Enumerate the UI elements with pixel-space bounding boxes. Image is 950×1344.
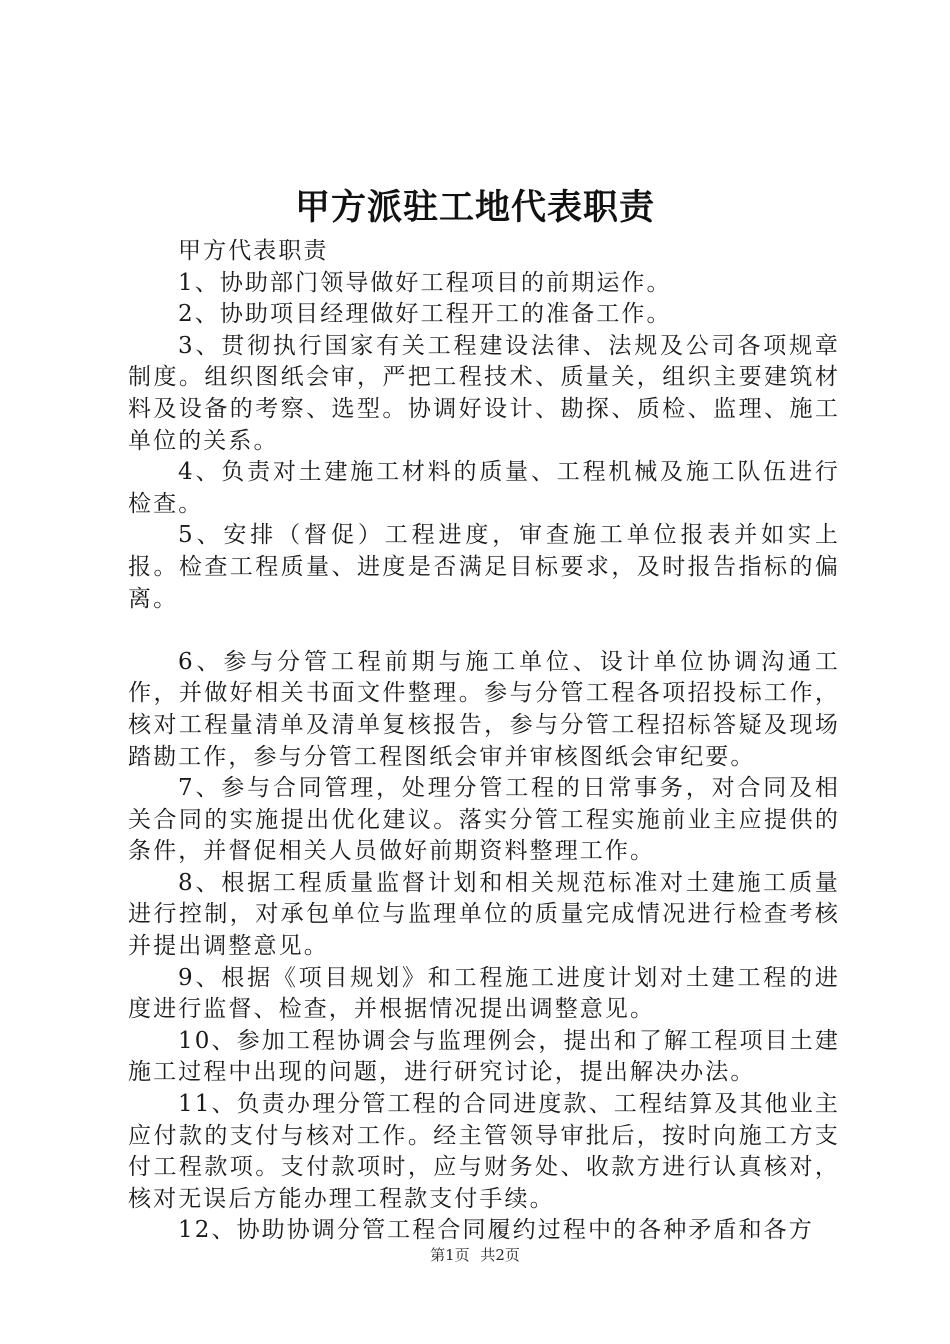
paragraph-item-3: 3、贯彻执行国家有关工程建设法律、法规及公司各项规章制度。组织图纸会审，严把工程技术、质量关，组织主要建筑材料及设备的考察、选型。协调好设计、勘探、质检、监理、施工单位的关系。	[128, 332, 840, 454]
paragraph-item-10: 10、参加工程协调会与监理例会，提出和了解工程项目土建施工过程中出现的问题，进行研究讨论，提出解决办法。	[128, 1027, 840, 1086]
paragraph-item-12: 12、协助协调分管工程合同履约过程中的各种矛盾和各方	[178, 1217, 814, 1244]
page-footer	[0, 1245, 950, 1265]
page-number: 第1页	[430, 1246, 470, 1264]
paragraph-item-4: 4、负责对土建施工材料的质量、工程机械及施工队伍进行检查。	[128, 459, 840, 517]
paragraph-item-6: 6、参与分管工程前期与施工单位、设计单位协调沟通工作，并做好相关书面文件整理。参与分管工程各项招投标工作，核对工程量清单及清单复核报告，参与分管工程招标答疑及现场踏勘工作，参与分管工程图纸会审并审核图纸会审纪要。	[128, 648, 840, 770]
paragraph-heading: 甲方代表职责	[178, 238, 329, 264]
paragraph-item-2: 2、协助项目经理做好工程开工的准备工作。	[178, 301, 672, 328]
paragraph-item-11: 11、负责办理分管工程的合同进度款、工程结算及其他业主应付款的支付与核对工作。经主管领导审批后，按时向施工方支付工程款项。支付款项时，应与财务处、收款方进行认真核对，核对无误后方能办理工程款支付手续。	[128, 1091, 840, 1212]
paragraph-item-8: 8、根据工程质量监督计划和相关规范标准对土建施工质量进行控制，对承包单位与监理单位的质量完成情况进行检查考核并提出调整意见。	[128, 869, 840, 960]
document-title: 甲方派驻工地代表职责	[294, 187, 655, 228]
paragraph-item-9: 9、根据《项目规划》和工程施工进度计划对土建工程的进度进行监督、检查，并根据情况提出调整意见。	[128, 964, 840, 1023]
page-total: 共2页	[480, 1246, 520, 1264]
document-body	[128, 236, 840, 1247]
paragraph-item-1: 1、协助部门领导做好工程项目的前期运作。	[178, 269, 672, 296]
paragraph-item-5: 5、安排（督促）工程进度，审查施工单位报表并如实上报。检查工程质量、进度是否满足目标要求，及时报告指标的偏离。	[128, 522, 840, 612]
paragraph-item-7: 7、参与合同管理，处理分管工程的日常事务，对合同及相关合同的实施提出优化建议。落实分管工程实施前业主应提供的条件，并督促相关人员做好前期资料整理工作。	[128, 775, 840, 865]
